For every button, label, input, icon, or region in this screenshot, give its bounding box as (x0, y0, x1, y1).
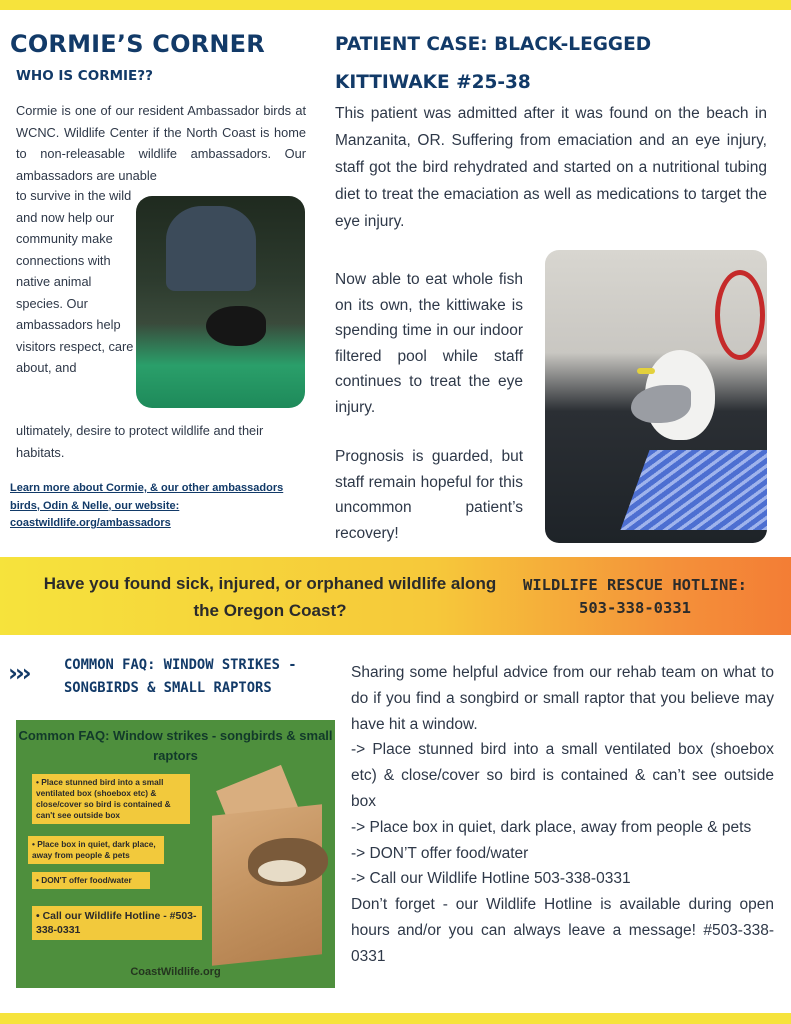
songbird-belly (258, 860, 306, 882)
pool-net-shape (620, 450, 767, 530)
faq-card-note: • Place stunned bird into a small ventilated box (shoebox etc) & close/cover so bird is contained & can't see outside box (32, 774, 190, 824)
faq-step: -> Call our Wildlife Hotline 503-338-0331 (351, 870, 631, 888)
red-hose-shape (715, 270, 765, 360)
cormie-photo (136, 196, 305, 408)
faq-closing: Don’t forget - our Wildlife Hotline is available during open hours and/or you can always leave a message! #503-338-0331 (351, 896, 774, 965)
ambassadors-link[interactable]: Learn more about Cormie, & our other ambassadors birds, Odin & Nelle, our website: coastwildlife.org/ambassadors (10, 482, 284, 529)
faq-card-note: • DON'T offer food/water (32, 872, 150, 889)
patient-case-paragraph-1: This patient was admitted after it was found on the beach in Manzanita, OR. Suffering from emaciation and an eye injury, staff got the bird rehydrated and started on a nutritional tubing diet to treat the emaciation as well as medications to target the eye injury. (335, 105, 767, 230)
kittiwake-photo (545, 250, 767, 543)
cormie-closing-text: ultimately, desire to protect wildlife and their habitats. (16, 423, 264, 460)
patient-case-title: PATIENT CASE: BLACK-LEGGED KITTIWAKE #25-38 (335, 34, 652, 93)
faq-card-note: • Call our Wildlife Hotline - #503-338-0331 (32, 906, 202, 940)
hotline-number[interactable]: 503-338-0331 (579, 599, 691, 617)
chevron-right-icon: ››› (8, 659, 29, 687)
kittiwake-wing (631, 385, 691, 423)
cormie-intro-text: Cormie is one of our resident Ambassador birds at WCNC. Wildlife Center if the North Coast is home to non-releasable wildlife ambassadors. Our ambassadors are unable (16, 103, 306, 183)
bottom-yellow-band (0, 1013, 791, 1024)
cormie-continued-text: to survive in the wild and now help our community make connections with native animal species. Our ambassadors help visitors respect, care about, and (16, 188, 134, 375)
songbird-figure (248, 838, 328, 886)
faq-step: -> DON’T offer food/water (351, 844, 529, 862)
faq-step: -> Place stunned bird into a small ventilated box (shoebox etc) & close/cover so bird is contained & can’t see outside box (351, 741, 774, 810)
faq-body (351, 660, 774, 970)
faq-title: COMMON FAQ: WINDOW STRIKES - SONGBIRDS & SMALL RAPTORS (64, 657, 297, 696)
cormorant-figure (206, 306, 266, 346)
top-yellow-band (0, 0, 791, 10)
cormie-section-title: CORMIE’S CORNER (10, 30, 265, 58)
faq-card-title: Common FAQ: Window strikes - songbirds & small raptors (18, 728, 333, 763)
faq-intro: Sharing some helpful advice from our rehab team on what to do if you find a songbird or small raptor that you believe may have hit a window. (351, 664, 774, 733)
handler-figure (166, 206, 256, 291)
kittiwake-beak (637, 368, 655, 374)
hotline-label: WILDLIFE RESCUE HOTLINE: (523, 576, 747, 594)
cormie-subtitle: WHO IS CORMIE?? (16, 68, 153, 84)
faq-card-footer: CoastWildlife.org (130, 966, 221, 978)
hotline-label-block (515, 574, 755, 620)
faq-infographic (16, 720, 335, 988)
patient-case-paragraph-3: Prognosis is guarded, but staff remain hopeful for this uncommon patient’s recovery! (335, 448, 523, 542)
faq-card-note: • Place box in quiet, dark place, away from people & pets (28, 836, 164, 864)
hotline-question: Have you found sick, injured, or orphaned wildlife along the Oregon Coast? (43, 574, 497, 620)
cardboard-box-shape (212, 804, 322, 966)
faq-step: -> Place box in quiet, dark place, away from people & pets (351, 818, 752, 836)
patient-case-paragraph-2: Now able to eat whole fish on its own, the kittiwake is spending time in our indoor filtered pool while staff continues to treat the eye injury. (335, 271, 523, 416)
